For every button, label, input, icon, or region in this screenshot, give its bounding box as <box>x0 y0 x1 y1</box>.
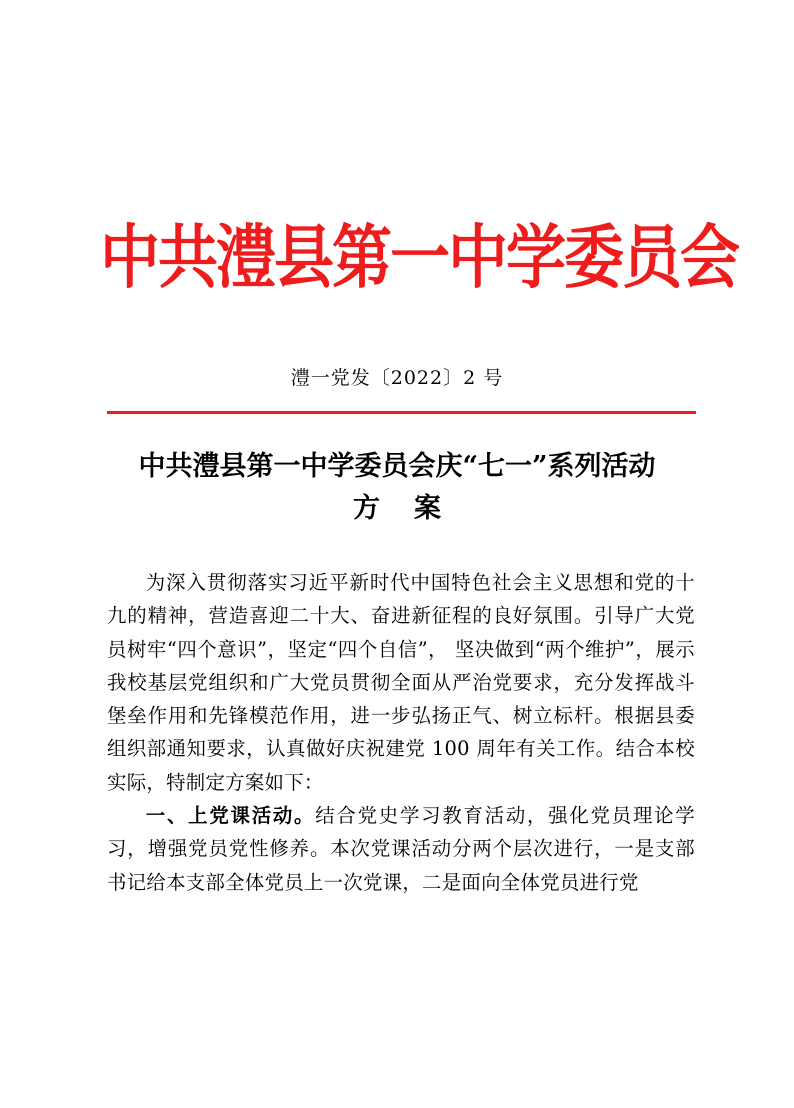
document-title <box>100 446 694 530</box>
section-1-heading: 一、上党课活动。 <box>145 804 316 828</box>
red-divider-line <box>107 411 696 414</box>
section-1-text: 结合党史学习教育活动，强化党员理论学习，增强党员党性修养。本次党课活动分两个层次进行，一是支部书记给本支部全体党员上一次党课，二是面向全体党员进行党 <box>107 804 695 894</box>
document-number: 澧一党发〔2022〕2 号 <box>290 367 504 389</box>
document-title-line-1: 中共澧县第一中学委员会庆“七一”系列活动 <box>138 451 656 482</box>
section-1-paragraph <box>107 799 695 899</box>
organization-header: 中共澧县第一中学委员会 <box>100 217 738 299</box>
intro-paragraph: 为深入贯彻落实习近平新时代中国特色社会主义思想和党的十九的精神，营造喜迎二十大、奋进新征程的良好氛围。引导广大党员树牢“四个意识”，坚定“四个自信”， 坚决做到“两个维护”，展示我校基层党组织和广大党员贯彻全面从严治党要求，充分发挥战斗堡垒作用和先锋模范作用，进一步弘扬正气、树立标杆。根据县委组织部通知要求，认真做好庆祝建党 100 周年有关工作。结合本校实际，特制定方案如下： <box>107 571 695 794</box>
document-body <box>107 566 695 899</box>
document-title-line-2: 方案 <box>353 493 475 524</box>
